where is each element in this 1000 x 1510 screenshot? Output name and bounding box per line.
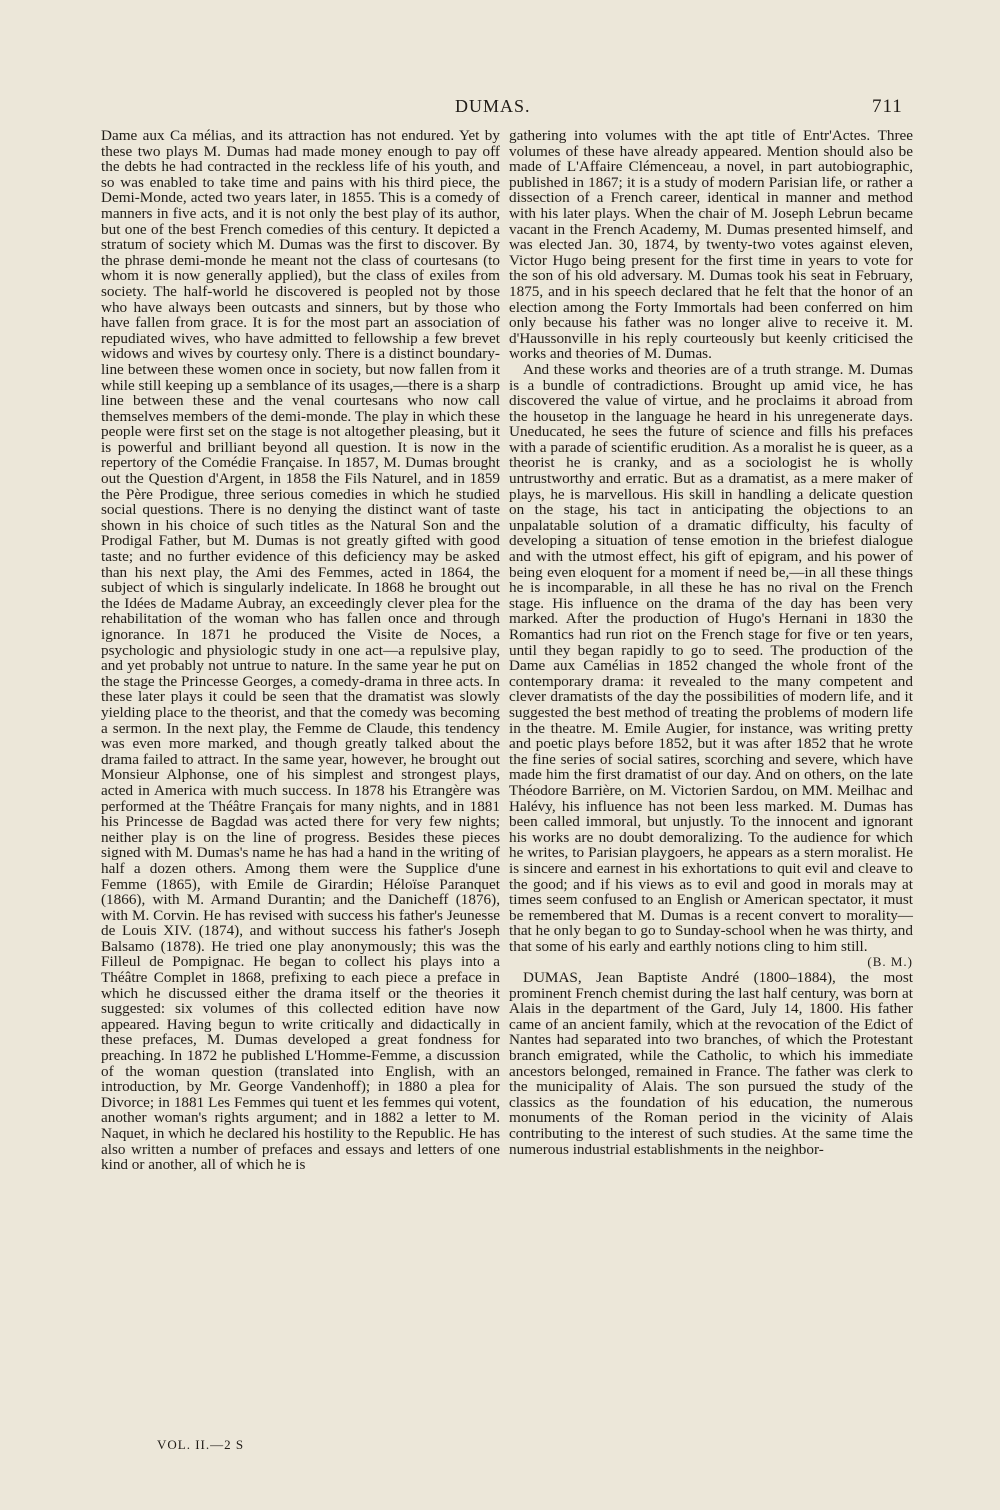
author-signature: (B. M.) bbox=[867, 954, 913, 970]
page-number: 711 bbox=[872, 96, 903, 117]
entry-heading: DUMAS, Jean Baptiste André (1800–1884), bbox=[523, 969, 836, 987]
left-paragraph-1: Dame aux Ca mélias, and its attraction has not endured. Yet by these two plays M. Dumas had made money enough to pay off the debts he had contracted in the reckless life of his youth, and so was enabled to take time and pains with his third piece, the Demi-Monde, acted two years later, in 1855. This is a comedy of manners in five acts, and it is not only the best play of its author, but one of the best French comedies of this century. It depicted a stratum of society which M. Dumas was the first to discover. By the phrase demi-monde he meant not the class of courtesans (to whom it is now generally applied), but the class of exiles from society. The half-world he discovered is peopled not by those who have always been outcasts and sinners, but by those who have fallen from grace. It is for the most part an association of repudiated wives, who have admitted to fellowship a few brevet widows and wives by courtesy only. There is a distinct boundary-line between these women once in society, but now fallen from it while still keeping up a semblance of its usages,—there is a sharp line between these and the venal courtesans who now call themselves members of the demi-monde. The play in which these people were first set on the stage is not altogether pleasing, but it is powerful and brilliant beyond all question. It is now in the repertory of the Comédie Française. In 1857, M. Dumas brought out the Question d'Argent, in 1858 the Fils Naturel, and in 1859 the Père Prodigue, three serious comedies in which he studied social questions. There is no denying the distinct want of taste shown in his choice of such titles as the Natural Son and the Prodigal Father, but M. Dumas is not greatly gifted with good taste; and no further evidence of this deficiency may be asked than his next play, the Ami des Femmes, acted in 1864, the subject of which is singularly indelicate. In 1868 he brought out the Idées de Madame Aubray, an exceedingly clever plea for the rehabilitation of the woman who has fallen once and through ignorance. In 1871 he produced the Visite de Noces, a psychologic and physiologic study in one act—a repulsive play, and yet probably not untrue to nature. In the same year he put on the stage the Princesse Georges, a comedy-drama in three acts. In these later plays it could be seen that the dramatist was slowly yielding place to the theorist, and that the comedy was becoming a sermon. In the next play, the Femme de Claude, this tendency was even more marked, and though greatly talked about the drama failed to attract. In the same year, however, he brought out Monsieur Alphonse, one of his simplest and strongest plays, acted in America with much success. In 1878 his Etrangère was performed at the Théâtre Français for many nights, and in 1881 his Princesse de Bagdad was acted there for very few nights; neither play is on the line of progress. Besides these pieces signed with M. Dumas's name he has had a hand in the writing of half a dozen others. Among them were the Supplice d'une Femme (1865), with Emile de Girardin; Héloïse Paranquet (1866), with M. Armand Durantin; and the Danicheff (1876), with M. Corvin. He has revised with success his father's Jeunesse de Louis XIV. (1874), and without success his father's Joseph Balsamo (1878). He tried one play anonymously; this was the Filleul de Pompignac. He began to collect his plays into a Théâtre Complet in 1868, prefixing to each piece a preface in which he discussed either the drama itself or the theories it suggested: six volumes of this collected edition have now appeared. Having begun to write critically and didactically in these prefaces, M. Dumas developed a great fondness for preaching. In 1872 he published L'Homme-Femme, a discussion of the woman question (translated into English, with an introduction, by Mr. George Vandenhoff); in 1880 a plea for Divorce; in 1881 Les Femmes qui tuent et les femmes qui votent, another woman's rights argument; and in 1882 a letter to M. Naquet, in which he declared his hostility to the Republic. He has also written a number of prefaces and essays and letters of one kind or another, all of which he is bbox=[101, 127, 500, 1174]
right-paragraph-3: the most prominent French chemist during the last half century, was born at Alais in the department of the Gard, July 14, 1800. His father came of an ancient family, which at the revocation of the Edict of Nantes had separated into two branches, of which the Protestant branch emigrated, while the Catholic, to which his immediate ancestors belonged, remained in France. The father was clerk to the municipality of Alais. The son pursued the study of the classics as the foundation of his education, the numerous monuments of the Roman period in the vicinity of Alais contributing to the interest of such studies. At the same time the numerous industrial establishments in the neighbor- bbox=[509, 969, 914, 1158]
right-paragraph-2: And these works and theories are of a truth strange. M. Dumas is a bundle of contradictions. Brought up amid vice, he has discovered the value of virtue, and he proclaims it abroad from the housetop in the language he heard in his unregenerate days. Uneducated, he sees the future of science and fills his prefaces with a parade of scientific erudition. As a moralist he is queer, as a theorist he is cranky, and as a sociologist he is wholly untrustworthy and erratic. But as a dramatist, as a mere maker of plays, he is marvellous. His skill in handling a delicate question on the stage, his tact in anticipating the objections to an unpalatable solution of a dramatic difficulty, his faculty of developing a situation of tense emotion in the briefest dialogue and with the utmost effect, his gift of epigram, and his power of being even eloquent for a moment if need be,—in all these things he is incomparable, in all these he has no rival on the French stage. His influence on the drama of the day has been very marked. After the production of Hugo's Hernani in 1830 the Romantics had run riot on the French stage for five or ten years, until they began rapidly to go to seed. The production of the Dame aux Camélias in 1852 changed the whole front of the contemporary drama: it revealed to the many competent and clever dramatists of the day the possibilities of modern life, and it suggested the best method of treating the problems of modern life in the theatre. M. Emile Augier, for instance, was writing pretty and poetic plays before 1852, but it was after 1852 that he wrote the fine series of social satires, scorching and severe, which have made him the first dramatist of our day. And on others, on the late Théodore Barrière, on M. Victorien Sardou, on MM. Meilhac and Halévy, his influence has not been less marked. M. Dumas has been called immoral, but unjustly. To the innocent and ignorant his works are no doubt demoralizing. To the audience for which he writes, to Parisian playgoers, he appears as a stern moralist. He is sincere and earnest in his exhortations to quit evil and cleave to the good; and if his views as to evil and good in morals may at times seem confused to an English or American spectator, it must be remembered that M. Dumas is a recent convert to morality—that he only began to go to Sunday-school when he was thirty, and that some of his early and earthly notions cling to him still. bbox=[509, 360, 913, 955]
running-head bbox=[0, 96, 1000, 124]
left-column bbox=[101, 128, 500, 1173]
right-column bbox=[509, 128, 913, 1157]
volume-signature: VOL. II.—2 S bbox=[157, 1437, 245, 1452]
running-head-title: DUMAS. bbox=[455, 96, 531, 116]
right-paragraph-1: gathering into volumes with the apt title of Entr'Actes. Three volumes of these have already appeared. Mention should also be made of L'Affaire Clémenceau, a novel, in part autobiographic, published in 1867; it is a study of modern Parisian life, or rather a dissection of a French career, identical in manner and method with his later plays. When the chair of M. Joseph Lebrun became vacant in the French Academy, M. Dumas presented himself, and was elected Jan. 30, 1874, by twenty-two votes against eleven, Victor Hugo being present for the first time in years to vote for the son of his old adversary. M. Dumas took his seat in February, 1875, and in his speech declared that he felt that the honor of an election among the Forty Immortals had been conferred on him only because his father was no longer alive to receive it. M. d'Haussonville in his reply courteously but keenly criticised the works and theories of M. Dumas. bbox=[509, 127, 913, 363]
